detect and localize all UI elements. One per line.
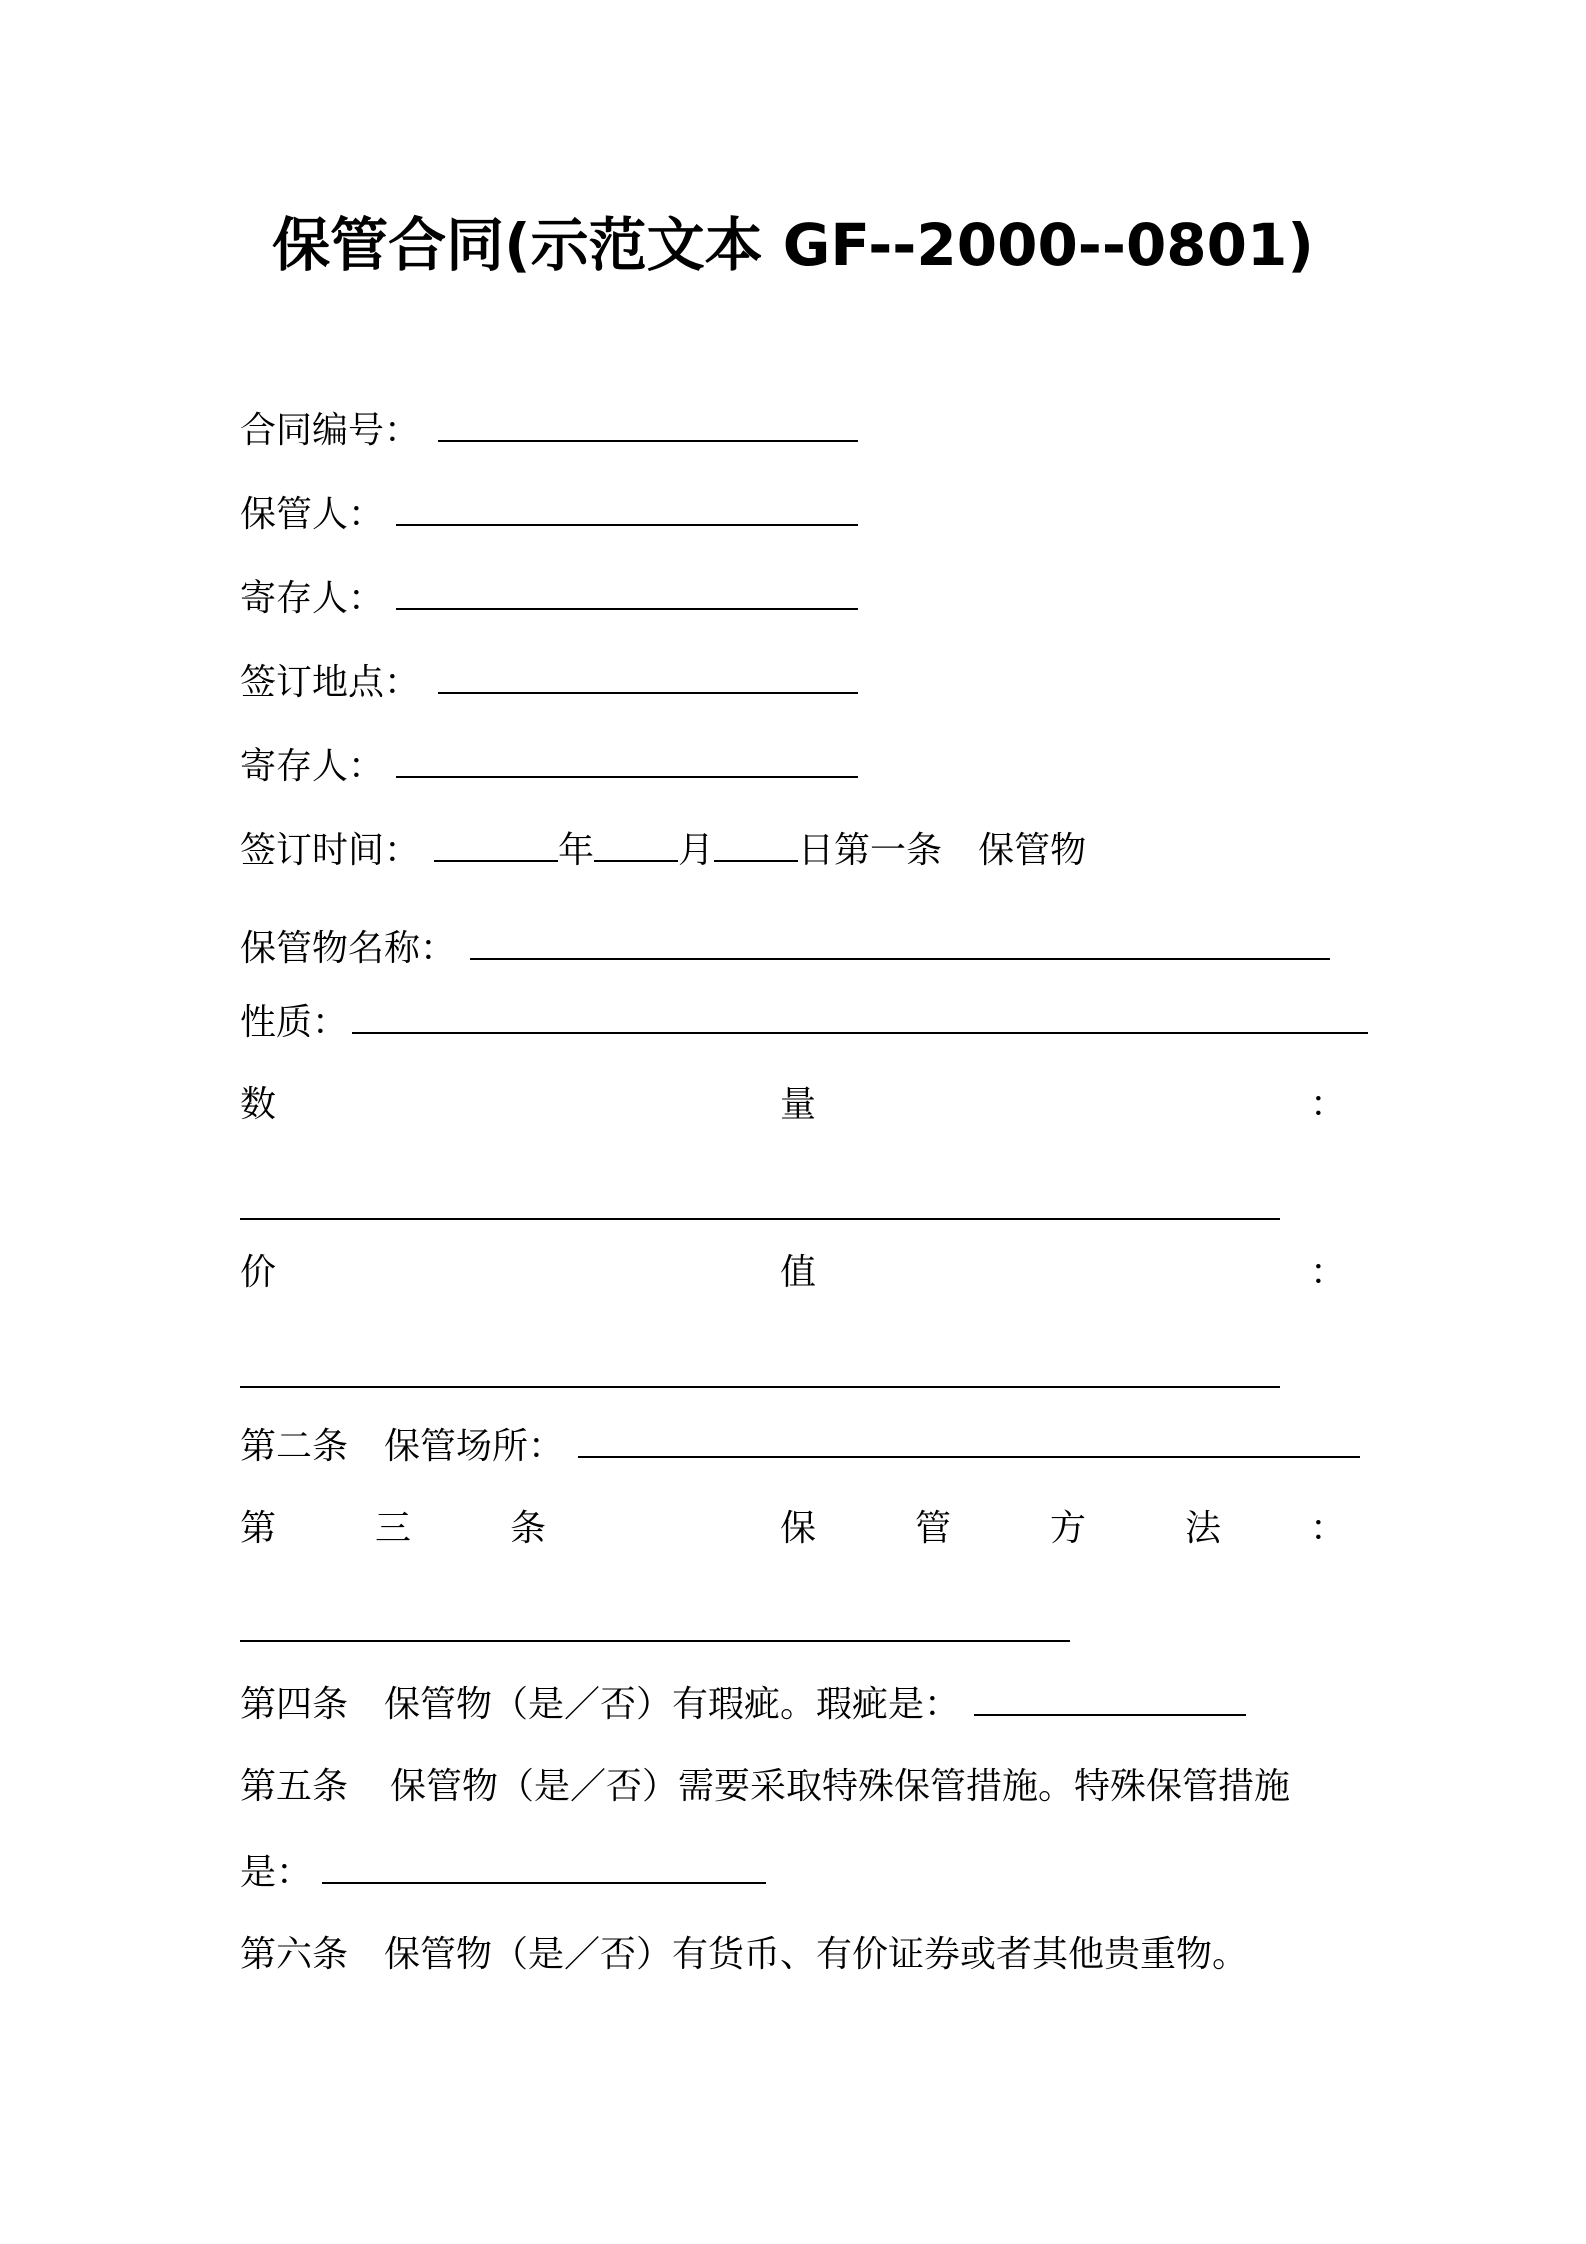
article1-title: 保管物 <box>978 830 1087 871</box>
sign-place-row <box>240 656 858 708</box>
article5-cont-row <box>240 1846 766 1898</box>
item-name-row <box>240 922 1330 974</box>
value-char-2: 值 <box>780 1252 817 1293</box>
year-blank[interactable] <box>434 824 558 862</box>
article3-char-4: 保 <box>780 1508 817 1549</box>
day-blank[interactable] <box>714 824 798 862</box>
contract-number-row <box>240 404 858 456</box>
article5-text-cont: 是： <box>240 1852 313 1893</box>
article4-row <box>240 1678 1246 1730</box>
article3-char-7: 法 <box>1185 1508 1222 1549</box>
sign-place-label: 签订地点： <box>240 662 421 703</box>
article3-colon: ： <box>1310 1508 1347 1549</box>
sign-time-label: 签订时间： <box>240 830 421 871</box>
quantity-char-2: 量 <box>780 1084 817 1125</box>
article6-row <box>240 1930 1248 1980</box>
article5-label: 第五条 <box>240 1766 349 1807</box>
contract-number-blank[interactable] <box>438 404 858 442</box>
depositor-row-2 <box>240 740 858 792</box>
article2-label: 第二条 <box>240 1426 349 1467</box>
custodian-label: 保管人： <box>240 494 385 535</box>
nature-row <box>240 996 1368 1048</box>
contract-number-label: 合同编号： <box>240 410 421 451</box>
article6-text: 保管物（是／否）有货币、有价证券或者其他贵重物。 <box>384 1934 1249 1975</box>
special-measures-blank[interactable] <box>322 1846 766 1884</box>
depositor-row <box>240 572 858 624</box>
article3-char-3: 条 <box>510 1508 547 1549</box>
month-blank[interactable] <box>594 824 678 862</box>
quantity-row <box>240 1080 1347 1130</box>
quantity-colon: ： <box>1310 1084 1347 1125</box>
article4-text: 保管物（是／否）有瑕疵。瑕疵是： <box>384 1684 961 1725</box>
sign-time-row <box>240 824 1086 876</box>
day-article1-label: 日第一条 <box>798 830 943 871</box>
article3-char-2: 三 <box>375 1508 412 1549</box>
document-title: 保管合同(示范文本 GF--2000--0801) <box>272 211 1314 279</box>
depositor-blank[interactable] <box>396 572 858 610</box>
article3-char-1: 第 <box>240 1508 277 1549</box>
value-blank[interactable] <box>240 1386 1280 1388</box>
nature-label: 性质： <box>240 1002 349 1043</box>
custodian-blank[interactable] <box>396 488 858 526</box>
custodian-row <box>240 488 858 540</box>
value-colon: ： <box>1310 1252 1347 1293</box>
storage-place-blank[interactable] <box>578 1420 1360 1458</box>
month-label: 月 <box>678 830 715 871</box>
article2-row <box>240 1420 1360 1472</box>
item-name-blank[interactable] <box>470 922 1330 960</box>
sign-place-blank[interactable] <box>438 656 858 694</box>
article5-text: 保管物（是／否）需要采取特殊保管措施。特殊保管措施 <box>390 1766 1291 1807</box>
article6-label: 第六条 <box>240 1934 349 1975</box>
storage-method-blank[interactable] <box>240 1640 1070 1642</box>
quantity-char-1: 数 <box>240 1084 277 1125</box>
quantity-blank[interactable] <box>240 1218 1280 1220</box>
article3-row <box>240 1504 1347 1554</box>
article4-label: 第四条 <box>240 1684 349 1725</box>
article3-char-6: 方 <box>1050 1508 1087 1549</box>
depositor-label-2: 寄存人： <box>240 746 385 787</box>
article2-title: 保管场所： <box>384 1426 565 1467</box>
depositor-blank-2[interactable] <box>396 740 858 778</box>
nature-blank[interactable] <box>352 996 1368 1034</box>
value-char-1: 价 <box>240 1252 277 1293</box>
article5-row <box>240 1762 1290 1812</box>
year-label: 年 <box>558 830 595 871</box>
article3-char-5: 管 <box>915 1508 952 1549</box>
value-row <box>240 1248 1347 1298</box>
depositor-label: 寄存人： <box>240 578 385 619</box>
defect-blank[interactable] <box>974 1678 1246 1716</box>
item-name-label: 保管物名称： <box>240 928 457 969</box>
